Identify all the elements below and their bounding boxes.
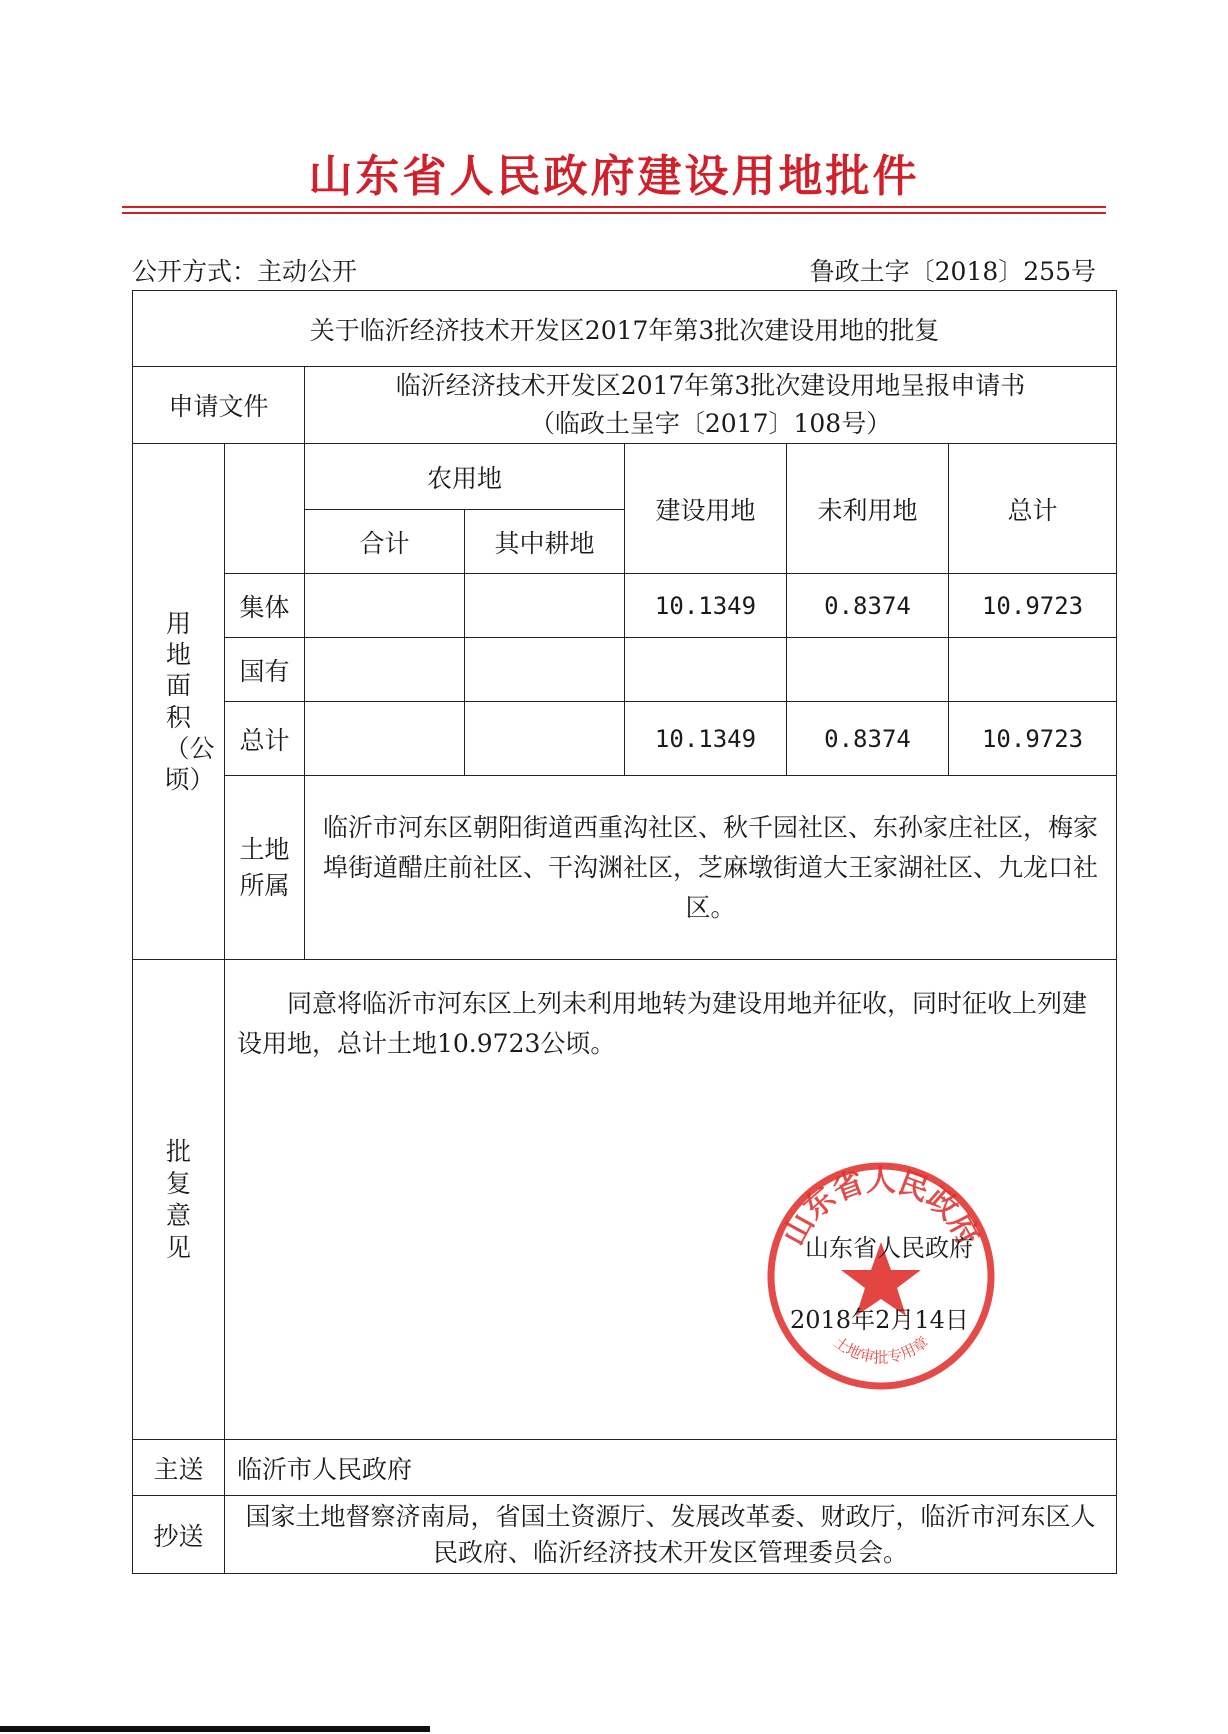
total-construction: 10.1349 <box>625 702 787 776</box>
approval-table <box>132 290 1117 1574</box>
row-label-collective: 集体 <box>225 574 305 638</box>
application-label: 申请文件 <box>133 367 305 444</box>
state-construction <box>625 638 787 702</box>
subtotal-header: 合计 <box>305 510 465 574</box>
title-rule-bottom <box>122 212 1106 214</box>
state-total <box>949 638 1117 702</box>
collective-total: 10.9723 <box>949 574 1117 638</box>
title-rule-top <box>122 206 1106 208</box>
cc-value: 国家土地督察济南局，省国土资源厅、发展改革委、财政厅，临沂市河东区人民政府、临沂经济技术开发区管理委员会。 <box>225 1496 1117 1574</box>
scan-edge <box>0 1726 430 1732</box>
row-label-total: 总计 <box>225 702 305 776</box>
document-title: 山东省人民政府建设用地批件 <box>308 151 920 202</box>
opinion-label-text: 批复意见 <box>165 1136 191 1262</box>
seal-subtext: 土地审批专用章 <box>830 1332 932 1367</box>
application-line1: 临沂经济技术开发区2017年第3批次建设用地呈报申请书 <box>395 371 1026 400</box>
subject-cell: 关于临沂经济技术开发区2017年第3批次建设用地的批复 <box>133 291 1117 367</box>
collective-unused: 0.8374 <box>787 574 949 638</box>
collective-cultivated <box>465 574 625 638</box>
document-number: 鲁政土字〔2018〕255号 <box>809 257 1096 286</box>
cc-label: 抄送 <box>133 1496 225 1574</box>
state-unused <box>787 638 949 702</box>
opinion-label <box>133 960 225 1440</box>
ownership-label-text: 土地所属 <box>239 834 290 900</box>
row-label-state: 国有 <box>225 638 305 702</box>
official-seal <box>765 1160 997 1392</box>
seal-text: 山东省人民政府 <box>776 1163 986 1252</box>
ownership-text: 临沂市河东区朝阳街道西重沟社区、秋千园社区、东孙家庄社区，梅家埠街道醋庄前社区、干沟渊社区，芝麻墩街道大王家湖社区、九龙口社区。 <box>305 776 1117 960</box>
opinion-cell <box>225 960 1117 1440</box>
unused-header: 未利用地 <box>787 444 949 574</box>
application-value <box>305 367 1117 444</box>
total-subtotal <box>305 702 465 776</box>
signature-date: 2018年2月14日 <box>790 1306 969 1334</box>
disclosure-label: 公开方式：主动公开 <box>132 257 358 286</box>
total-cultivated <box>465 702 625 776</box>
cultivated-header: 其中耕地 <box>465 510 625 574</box>
application-line2: （临政土呈字〔2017〕108号） <box>529 409 892 438</box>
area-label-text: 用地面积（公顷） <box>164 608 215 794</box>
state-cultivated <box>465 638 625 702</box>
ownership-label <box>225 776 305 960</box>
signatory: 山东省人民政府 <box>805 1234 973 1262</box>
area-corner-cell <box>225 444 305 574</box>
farmland-header: 农用地 <box>305 444 625 510</box>
state-subtotal <box>305 638 465 702</box>
construction-header: 建设用地 <box>625 444 787 574</box>
main-recipient-label: 主送 <box>133 1440 225 1496</box>
opinion-text: 同意将临沂市河东区上列未利用地转为建设用地并征收，同时征收上列建设用地，总计土地10.9723公顷。 <box>237 989 1088 1058</box>
total-header: 总计 <box>949 444 1117 574</box>
total-unused: 0.8374 <box>787 702 949 776</box>
total-total: 10.9723 <box>949 702 1117 776</box>
main-recipient-value: 临沂市人民政府 <box>225 1440 1117 1496</box>
area-label <box>133 444 225 960</box>
collective-subtotal <box>305 574 465 638</box>
collective-construction: 10.1349 <box>625 574 787 638</box>
